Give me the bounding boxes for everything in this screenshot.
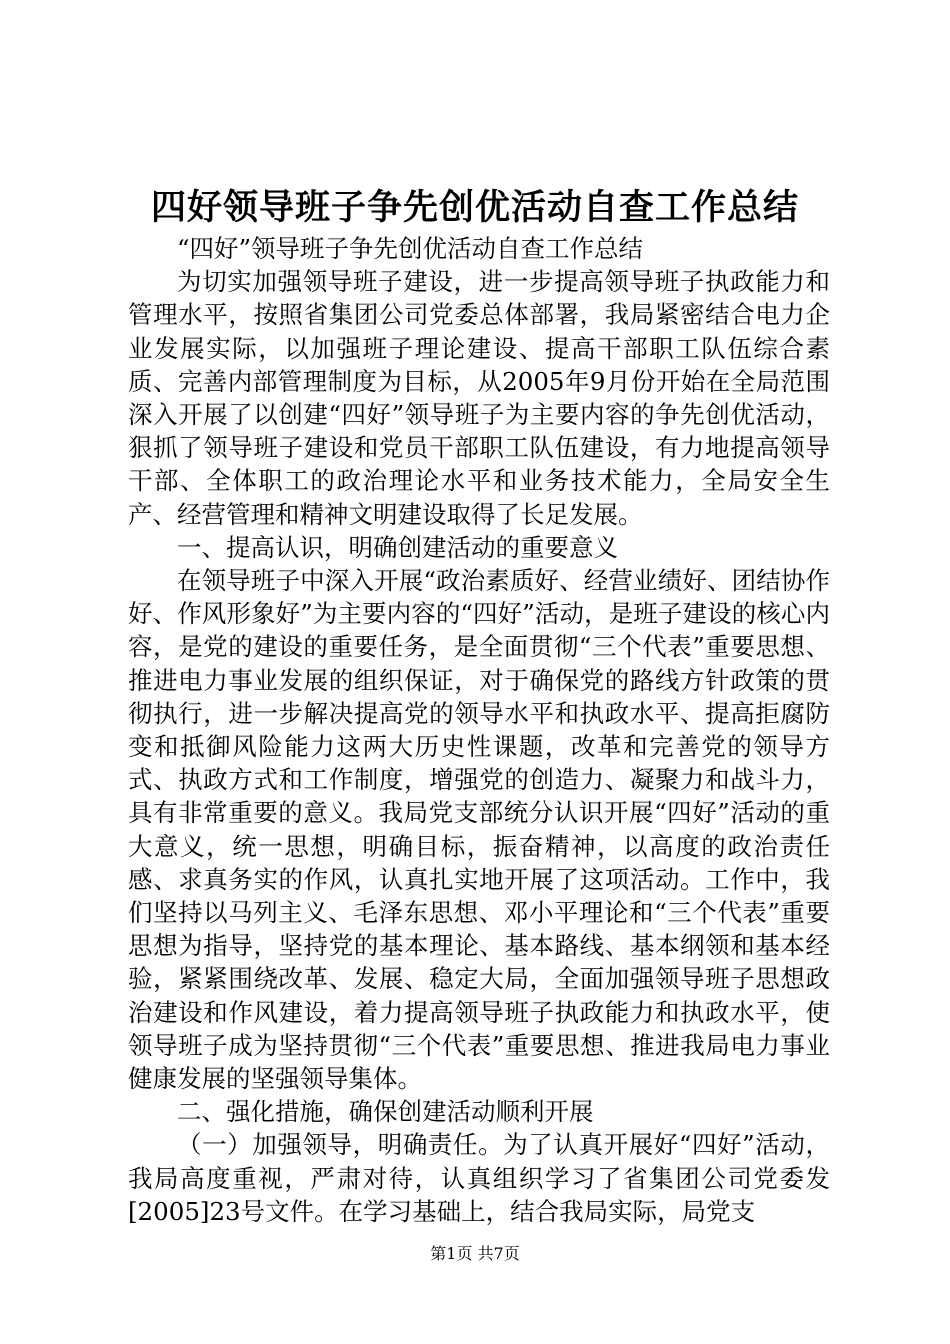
section-heading-1: 一、提高认识，明确创建活动的重要意义 <box>177 532 618 562</box>
section-heading-2: 二、强化措施，确保创建活动顺利开展 <box>177 1097 594 1127</box>
document-body <box>128 232 830 1228</box>
section-2-paragraph: （一）加强领导，明确责任。为了认真开展好“四好”活动，我局高度重视，严肃对待，认真组织学习了省集团公司党委发[2005]23号文件。在学习基础上，结合我局实际，局党支 <box>128 1130 830 1226</box>
document-title: 四好领导班子争先创优活动自查工作总结 <box>150 187 799 228</box>
subtitle-paragraph: “四好”领导班子争先创优活动自查工作总结 <box>177 234 644 263</box>
page-footer: 第1页 共7页 <box>430 1244 520 1263</box>
intro-paragraph: 为切实加强领导班子建设，进一步提高领导班子执政能力和管理水平，按照省集团公司党委总体部署，我局紧密结合电力企业发展实际，以加强班子理论建设、提高干部职工队伍综合素质、完善内部管理制度为目标，从2005年9月份开始在全局范围深入开展了以创建“四好”领导班子为主要内容的争先创优活动，狠抓了领导班子建设和党员干部职工队伍建设，有力地提高领导干部、全体职工的政治理论水平和业务技术能力，全局安全生产、经营管理和精神文明建设取得了长足发展。 <box>128 267 830 529</box>
section-1-paragraph: 在领导班子中深入开展“政治素质好、经营业绩好、团结协作好、作风形象好”为主要内容的“四好”活动，是班子建设的核心内容，是党的建设的重要任务，是全面贯彻“三个代表”重要思想、推进电力事业发展的组织保证，对于确保党的路线方针政策的贯彻执行，进一步解决提高党的领导水平和执政水平、提高拒腐防变和抵御风险能力这两大历史性课题，改革和完善党的领导方式、执政方式和工作制度，增强党的创造力、凝聚力和战斗力，具有非常重要的意义。我局党支部统分认识开展“四好”活动的重大意义，统一思想，明确目标，振奋精神，以高度的政治责任感、求真务实的作风，认真扎实地开展了这项活动。工作中，我们坚持以马列主义、毛泽东思想、邓小平理论和“三个代表”重要思想为指导，坚持党的基本理论、基本路线、基本纲领和基本经验，紧紧围绕改革、发展、稳定大局，全面加强领导班子思想政治建设和作风建设，着力提高领导班子执政能力和执政水平，使领导班子成为坚持贯彻“三个代表”重要思想、推进我局电力事业健康发展的坚强领导集体。 <box>128 566 830 1094</box>
